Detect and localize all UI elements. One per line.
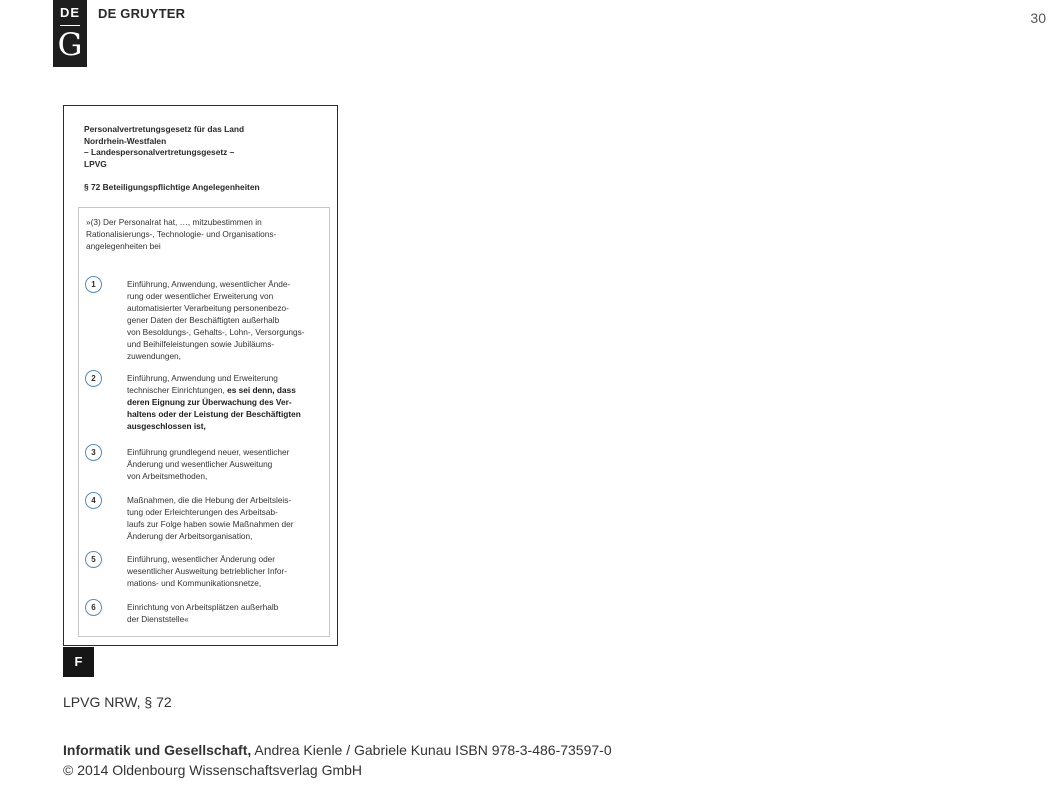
heading-line: LPVG	[84, 158, 107, 169]
item-text	[127, 446, 327, 482]
heading-line: Nordrhein-Westfalen	[84, 135, 167, 146]
figure-caption: LPVG NRW, § 72	[63, 694, 172, 710]
figure-panel	[63, 105, 338, 646]
item-text-regular: Einführung, Anwendung, wesentlicher Ände- rung oder wesentlicher Erweiterung von automatisierter Verarbeitung personenbezo- gener Daten der Beschäftigten außerhalb von Besoldungs-, Gehalts-, Lohn-, Versorgungs- und Beihilfeleistungen sowie Jubiläums- zuwendungen,	[127, 279, 305, 361]
book-citation	[63, 742, 612, 758]
item-text	[127, 278, 327, 362]
book-title: Informatik und Gesellschaft,	[63, 742, 252, 758]
law-intro: »(3) Der Personalrat hat, …, mitzubestimmen in Rationalisierungs-, Technologie- und Organisations-angelegenheiten bei	[86, 217, 277, 251]
copyright-notice: © 2014 Oldenbourg Wissenschaftsverlag GmbH	[63, 762, 363, 778]
item-number-icon: 1	[85, 276, 102, 293]
page-number: 30	[1030, 10, 1046, 26]
item-number-icon: 5	[85, 551, 102, 568]
logo-de-text: DE	[59, 5, 81, 20]
item-text	[127, 553, 327, 589]
figure-heading	[84, 124, 324, 193]
item-number-icon: 2	[85, 370, 102, 387]
publisher-logo	[53, 0, 87, 67]
item-number-icon: 3	[85, 444, 102, 461]
item-text-regular: Maßnahmen, die die Hebung der Arbeitsleis- tung oder Erleichterungen des Arbeitsab- laufs zur Folge haben sowie Maßnahmen der Änderung der Arbeitsorganisation,	[127, 495, 294, 541]
heading-line: Personalvertretungsgesetz für das Land	[84, 124, 245, 134]
item-text-regular: Einrichtung von Arbeitsplätzen außerhalb der Dienststelle«	[127, 602, 279, 624]
book-authors-isbn: Andrea Kienle / Gabriele Kunau ISBN 978-3-486-73597-0	[251, 742, 612, 758]
item-text-regular: Einführung, Anwendung und Erweiterung technischer Einrichtungen,	[127, 373, 278, 395]
item-text	[127, 494, 327, 542]
item-text-bold: es sei denn, dass deren Eignung zur Überwachung des Ver- haltens oder der Leistung der Beschäftigten ausgeschlossen ist,	[127, 385, 301, 431]
heading-line: – Landespersonalvertretungsgesetz –	[84, 147, 235, 157]
logo-g-text: G	[57, 27, 83, 63]
publisher-name: DE GRUYTER	[98, 6, 186, 21]
item-text-regular: Einführung grundlegend neuer, wesentlicher Änderung und wesentlicher Ausweitung von Arbeitsmethoden,	[127, 447, 290, 481]
logo-divider	[60, 25, 80, 26]
item-number-icon: 6	[85, 599, 102, 616]
item-text	[127, 372, 327, 432]
item-text-regular: Einführung, wesentlicher Änderung oder wesentlicher Ausweitung betrieblicher Infor- mations- und Kommunikationsnetze,	[127, 554, 288, 588]
item-text	[127, 601, 327, 625]
figure-label: F	[63, 647, 94, 677]
item-number-icon: 4	[85, 492, 102, 509]
section-title: § 72 Beteiligungspflichtige Angelegenheiten	[84, 181, 260, 192]
law-text-box	[78, 207, 330, 637]
